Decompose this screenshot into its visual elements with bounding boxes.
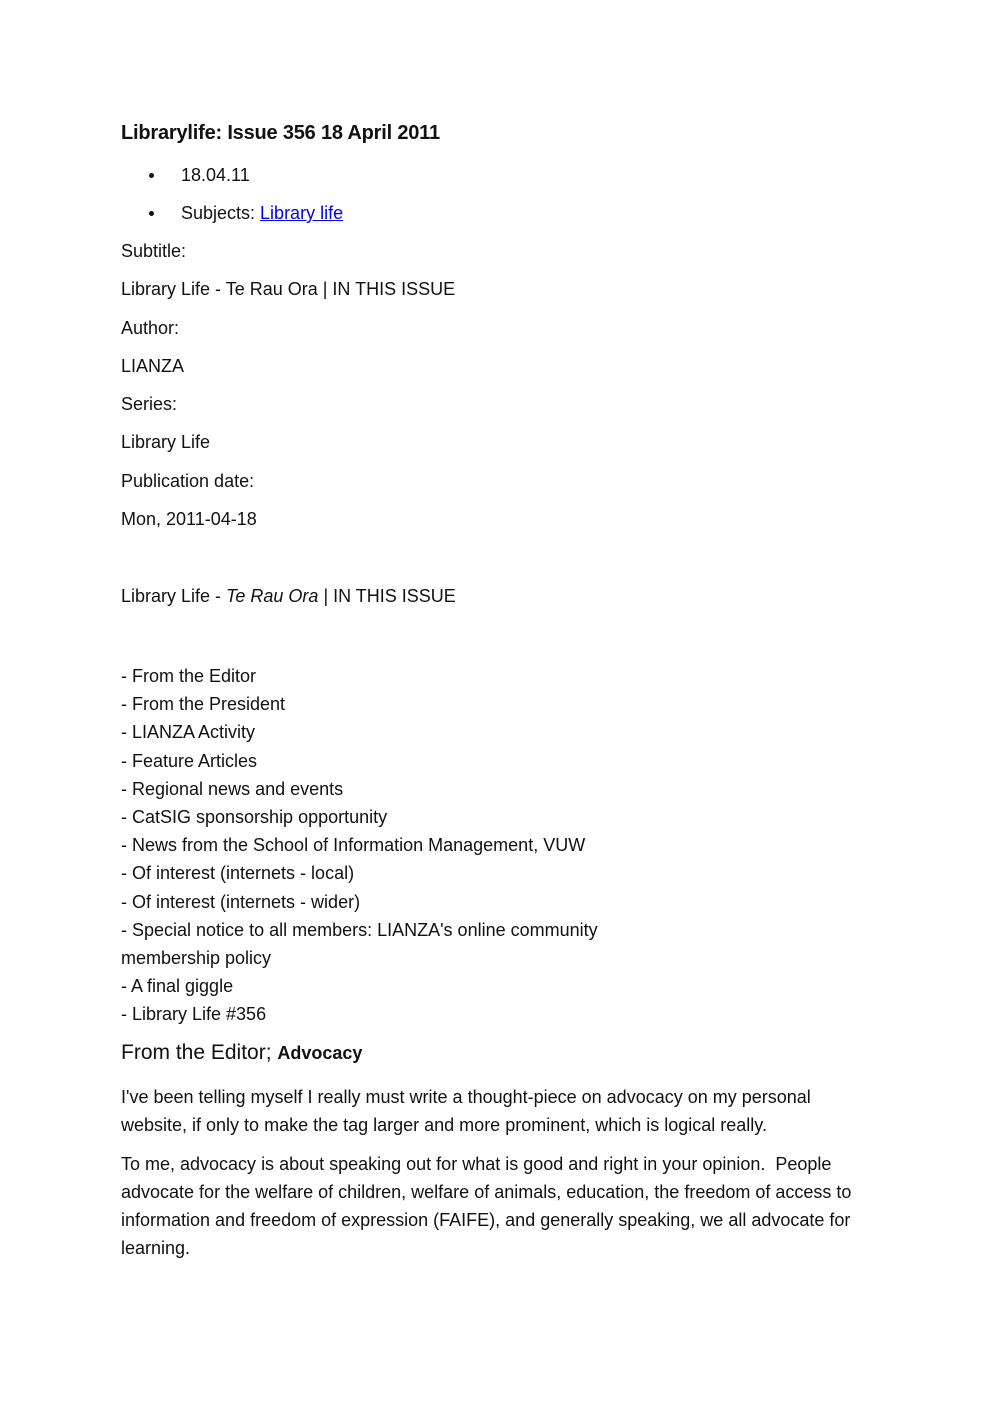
bullet-icon xyxy=(149,211,154,216)
table-of-contents xyxy=(121,662,598,1029)
subjects-link[interactable]: Library life xyxy=(260,203,344,223)
date-text: 18.04.11 xyxy=(181,165,250,185)
toc-item: - Special notice to all members: LIANZA's online community xyxy=(121,919,598,940)
toc-item: - A final giggle xyxy=(121,976,234,997)
toc-item: - News from the School of Information Management, VUW xyxy=(121,835,586,856)
toc-item: - Of interest (internets - local) xyxy=(121,863,355,884)
subtitle-value: Library Life - Te Rau Ora | IN THIS ISSUE xyxy=(121,279,456,300)
heading-bold: Advocacy xyxy=(277,1043,363,1063)
toc-item: membership policy xyxy=(121,948,272,969)
intro-prefix: Library Life - xyxy=(121,586,227,606)
document-title: Librarylife: Issue 356 18 April 2011 xyxy=(121,122,440,144)
toc-item: - Regional news and events xyxy=(121,778,344,799)
toc-item: - LIANZA Activity xyxy=(121,722,256,743)
toc-item: - Library Life #356 xyxy=(121,1004,267,1025)
bullet-icon xyxy=(149,173,154,178)
toc-item: - From the President xyxy=(121,694,286,715)
series-value: Library Life xyxy=(121,432,211,453)
body-paragraph: I've been telling myself I really must write a thought-piece on advocacy on my personal website, if only to make the tag larger and more prominent, which is logical really. xyxy=(121,1087,811,1135)
toc-item: - Feature Articles xyxy=(121,750,258,771)
publication-date-label: Publication date: xyxy=(121,470,255,491)
section-heading xyxy=(121,1041,362,1065)
issue-intro xyxy=(121,585,456,607)
heading-prefix: From the Editor; xyxy=(121,1041,278,1064)
metadata-block xyxy=(121,240,455,546)
series-label: Series: xyxy=(121,394,178,415)
intro-suffix: | IN THIS ISSUE xyxy=(318,586,456,606)
meta-bullet-list xyxy=(121,164,343,240)
toc-item: - Of interest (internets - wider) xyxy=(121,891,361,912)
bullet-subjects xyxy=(121,202,343,240)
toc-item: - CatSIG sponsorship opportunity xyxy=(121,807,388,828)
author-value: LIANZA xyxy=(121,355,185,376)
body-paragraph: To me, advocacy is about speaking out for what is good and right in your opinion. People advocate for the welfare of children, welfare of animals, education, the freedom of access to information and freedom of expression (FAIFE), and generally speaking, we all advocate for learning. xyxy=(121,1154,857,1258)
publication-date-value: Mon, 2011-04-18 xyxy=(121,509,257,530)
bullet-date xyxy=(121,164,343,202)
subjects-label: Subjects: xyxy=(181,203,261,223)
toc-item: - From the Editor xyxy=(121,666,257,686)
author-label: Author: xyxy=(121,317,180,338)
subtitle-label: Subtitle: xyxy=(121,241,187,261)
intro-italic: Te Rau Ora xyxy=(226,586,319,606)
